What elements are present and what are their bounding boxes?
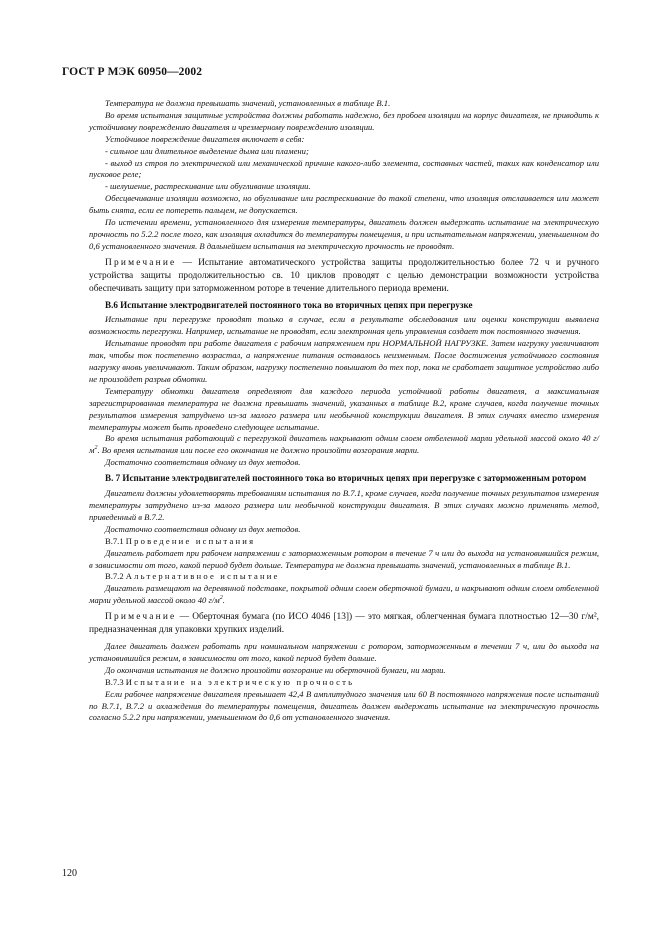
section-heading-b7: В. 7 Испытание электродвигателей постоянного тока во вторичных цепях при перегрузке с заторможенным ротором: [105, 473, 587, 484]
paragraph: Температура не должна превышать значений, установленных в таблице В.1.: [105, 98, 391, 108]
paragraph: Температуру обмотки двигателя определяют для каждого периода устойчивой работы двигателя, а максимальная зарегистрированная температура не должна превышать значений, указанных в таблице В.2, кроме случаев, когда получение точных результатов измерения затруднено из-за малого размера или необычной конструкции двигателя. В этих случаях вместо измерения температуры может быть проведено следующее испытание.: [89, 385, 599, 432]
list-item: - сильное или длительное выделение дыма или пламени;: [105, 145, 309, 156]
paragraph: Далее двигатель должен работать при номинальном напряжении с ротором, заторможенным в течении 7 ч, или до выхода на установившийся режим, в зависимости от того, какой период будет дольше.: [89, 640, 599, 663]
subsection-heading-b73: В.7.3 Испытание на электрическую прочность: [105, 676, 355, 687]
paragraph: Испытание проводят при работе двигателя с рабочим напряжением при НОРМАЛЬНОЙ НАГРУЗКЕ. Затем нагрузку увеличивают так, чтобы ток постепенно возрастал, а напряжение питания оставалось неизменным. После достижения устойчивого состояния нагрузку вновь увеличивают. Таким образом, нагрузку постепенно повышают до тех пор, пока не сработает защитное устройство либо не произойдет разрыв обмотки.: [89, 338, 599, 384]
paragraph: До окончания испытания не должно произойти возгорание ни оберточной бумаги, ни марли.: [105, 664, 446, 675]
note-label: Примечание: [105, 257, 177, 268]
document-body: [89, 98, 599, 724]
note-label: Примечание: [105, 612, 177, 623]
paragraph: Двигатель работает при рабочем напряжении с заторможенным ротором в течение 7 ч или до выхода на установившийся режим, в зависимости от того, какой период будет дольше. Температура не должна превышать значений, установленных в таблице В.1.: [89, 547, 599, 570]
list-item: - шелушение, растрескивание или обугливание изоляции.: [105, 181, 311, 192]
paragraph: По истечении времени, установленного для измерения температуры, двигатель должен выдержать испытание на электрическую прочность по 5.2.2 после того, как изоляция охладится до температуры помещения, и при испытательном напряжении, уменьшенном до 0,6 установленного значения. В дальнейшем испытания на электрическую прочность не проводят.: [89, 217, 599, 251]
note-paragraph: [89, 257, 599, 296]
note-text: — Испытание автоматического устройства защиты продолжительностью более 72 ч и ручного устройства защиты продолжительностью св. 10 циклов проводят с целью демонстрации возможности устройства обеспечивать защиту при заторможенном роторе в течение длительного периода времени.: [89, 257, 599, 294]
page-number: 120: [62, 868, 77, 879]
paragraph: Устойчивое повреждение двигателя включает в себя:: [105, 133, 305, 144]
standard-header: ГОСТ Р МЭК 60950—2002: [62, 66, 203, 78]
paragraph: Во время испытания работающий с перегрузкой двигатель накрывают одним слоем отбеленной марли удельной массой около 40 $г/м^2$. Во время испытания или после его окончания не должно произойти возгорания марли.: [89, 433, 599, 456]
note-paragraph: [89, 611, 599, 637]
paragraph: Достаточно соответствия одному из двух методов.: [105, 457, 301, 468]
paragraph: Испытание при перегрузке проводят только в случае, если в результате обследования или оценки конструкции выявлена возможность перегрузки. Например, испытание не проводят, если электронная цепь управления создает ток постоянного значения.: [89, 314, 599, 337]
paragraph: Во время испытания защитные устройства должны работать надежно, без пробоев изоляции на корпус двигателя, не приводить к устойчивому повреждению двигателя и чрезмерному повреждению изоляции.: [89, 109, 599, 132]
paragraph: Если рабочее напряжение двигателя превышает 42,4 В амплитудного значения или 60 В постоянного напряжения после испытаний по В.7.1, В.7.2 и охлаждения до температуры помещения, двигатель должен выдержать испытание на электрическую прочность согласно 5.2.2 при напряжении, уменьшенном до 0,6 от установленного значения.: [89, 688, 599, 723]
paragraph: Обесцвечивание изоляции возможно, но обугливание или растрескивание до такой степени, что изоляция отслаивается или может быть снята, если ее потереть пальцем, не допускается.: [89, 193, 599, 216]
paragraph: Двигатель размещают на деревянной подставке, покрытой одним слоем оберточной бумаги, и накрывают одним слоем отбеленной марли удельной массой около 40 $г/м^2$.: [89, 583, 599, 606]
note-text: — Оберточная бумага (по ИСО 4046 [13]) — это мягкая, облегченная бумага плотностью 12—30 г/м², предназначенная для упаковки хрупких изделий.: [89, 612, 599, 636]
paragraph: Достаточно соответствия одному из двух методов.: [105, 523, 301, 534]
subsection-heading-b72: В.7.2 Альтернативное испытание: [105, 571, 280, 582]
list-item: - выход из строя по электрической или механической причине какого-либо элемента, составных частей, таких как конденсатор или пусковое реле;: [89, 157, 599, 180]
paragraph: Двигатели должны удовлетворять требованиям испытания по В.7.1, кроме случаев, когда получение точных результатов измерения температуры затруднено из-за малого размера или необычной конструкции двигателя. В этих случаях можно применять метод, приведенный в В.7.2.: [89, 488, 599, 522]
subsection-heading-b71: В.7.1 Проведение испытания: [105, 535, 256, 546]
section-heading-b6: В.6 Испытание электродвигателей постоянного тока во вторичных цепях при перегрузке: [105, 299, 473, 310]
